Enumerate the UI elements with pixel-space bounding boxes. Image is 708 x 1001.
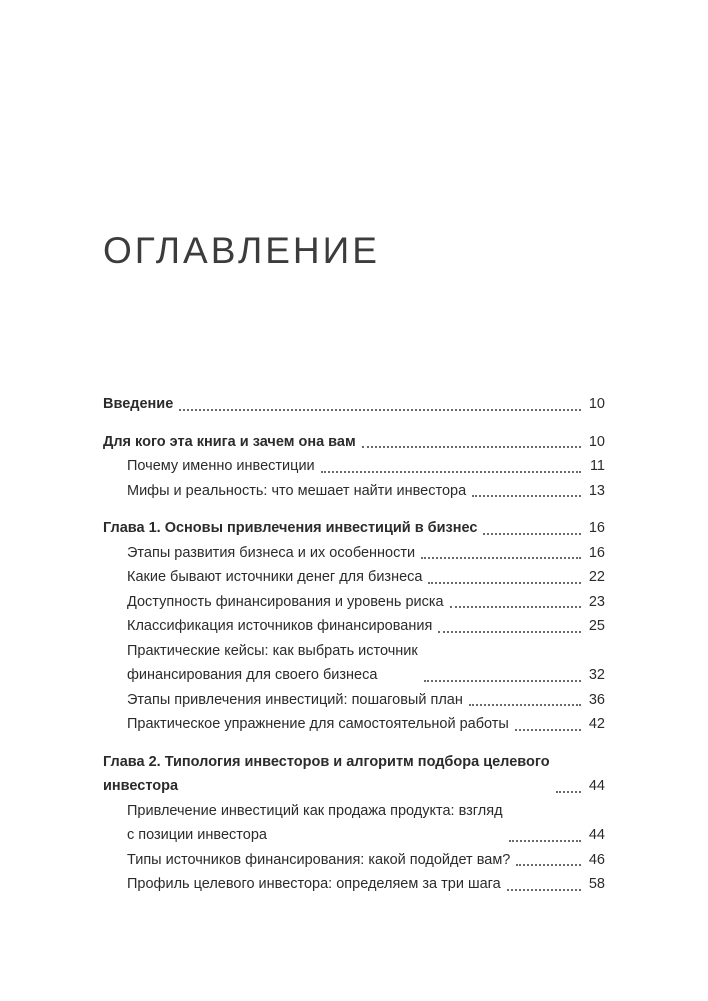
toc-entry-investments-as-sales[interactable] [103,799,605,848]
toc-page-number: 22 [588,569,605,585]
toc-page-number: 58 [588,876,605,892]
toc-entry-practical-exercise[interactable] [103,712,605,737]
dot-leader [428,582,581,584]
toc-page-number: 13 [588,482,605,499]
toc-entry-label: Практические кейсы: как выбрать источник финансирования для своего бизнеса [127,642,418,683]
toc-entry-label: Глава 1. Основы привлечения инвестиций в бизнес [103,520,478,536]
toc-entry-label: Практическое упражнение для самостоятельной работы [127,716,509,732]
toc-page-number: 10 [588,433,605,450]
dot-leader [507,889,581,891]
toc-entry-financing-source-types[interactable] [103,848,605,873]
toc-entry-financing-availability[interactable] [103,590,605,615]
toc-entry-label: Почему именно инвестиции [127,458,315,474]
dot-leader [179,409,581,411]
dot-leader [450,606,581,608]
dot-leader [509,840,581,842]
dot-leader [438,631,581,633]
toc-entry-label: Какие бывают источники денег для бизнеса [127,569,423,585]
toc-page-number: 36 [588,691,605,708]
dot-leader [362,446,581,448]
toc-entry-label: Типы источников финансирования: какой подойдет вам? [127,851,511,868]
table-of-contents [103,392,605,897]
dot-leader [472,495,581,497]
toc-entry-label: Глава 2. Типология инвесторов и алгоритм подбора целевого инвестора [103,753,550,794]
toc-entry-label: Этапы развития бизнеса и их особенности [127,544,416,561]
toc-page-number: 44 [588,778,605,794]
toc-entry-label: Доступность финансирования и уровень риска [127,593,444,610]
toc-entry-why-investments[interactable] [103,454,605,479]
toc-page-number: 23 [588,593,605,610]
toc-entry-chapter-2[interactable] [103,750,605,799]
toc-entry-money-sources[interactable] [103,565,605,590]
dot-leader [424,680,581,682]
toc-entry-business-stages[interactable] [103,541,605,566]
toc-entry-label: Мифы и реальность: что мешает найти инвестора [127,482,467,499]
toc-entry-investment-stages-plan[interactable] [103,688,605,713]
toc-entry-practical-cases[interactable] [103,639,605,688]
toc-page-number: 32 [588,667,605,683]
dot-leader [556,791,581,793]
toc-entry-target-investor-profile[interactable] [103,872,605,897]
toc-entry-label: Введение [103,396,174,412]
page-title: ОГЛАВЛЕНИЕ [103,230,380,271]
toc-entry-introduction[interactable] [103,392,605,417]
toc-entry-myths-and-reality[interactable] [103,479,605,504]
toc-page-number: 42 [588,716,605,732]
dot-leader [321,471,581,473]
toc-entry-label: Для кого эта книга и зачем она вам [103,433,356,450]
dot-leader [515,729,581,731]
toc-page-number: 46 [588,851,605,868]
toc-entry-financing-classification[interactable] [103,614,605,639]
toc-entry-label: Профиль целевого инвестора: определяем за три шага [127,876,501,892]
toc-page-number: 16 [588,544,605,561]
dot-leader [421,557,581,559]
toc-entry-who-is-this-book-for[interactable] [103,430,605,455]
dot-leader [516,864,581,866]
toc-page-number: 10 [588,396,605,412]
toc-page-number: 44 [588,827,605,843]
dot-leader [469,704,581,706]
toc-page-number: 25 [588,618,605,634]
toc-page-number: 11 [589,458,605,474]
toc-entry-label: Классификация источников финансирования [127,618,433,634]
toc-entry-label: Этапы привлечения инвестиций: пошаговый план [127,691,463,708]
toc-page-number: 16 [588,520,605,536]
toc-entry-chapter-1[interactable] [103,516,605,541]
dot-leader [483,533,581,535]
toc-entry-label: Привлечение инвестиций как продажа продукта: взгляд с позиции инвестора [127,802,503,843]
